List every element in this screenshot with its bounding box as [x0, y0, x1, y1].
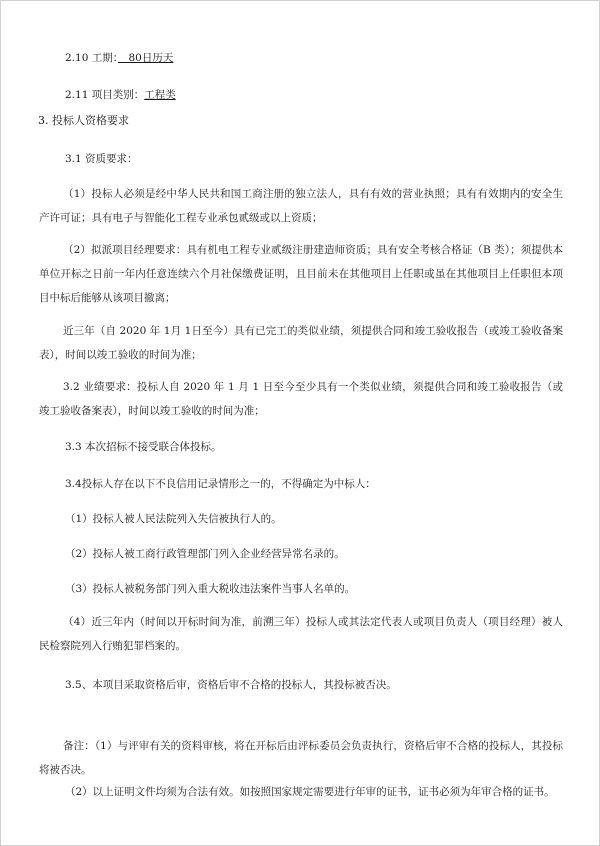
qualification-item-1: （1）投标人必须是经中华人民共和国工商注册的独立法人，具有有效的营业执照；具有有效期内的安全生产许可证；具有电子与智能化工程专业承包贰级或以上资质；	[39, 188, 563, 224]
qualification-title: 3.1 资质要求：	[65, 153, 138, 165]
qualification-item-2: （2）拟派项目经理要求：具有机电工程专业贰级注册建造师资质；具有安全考核合格证（B 类）；须提供本单位开标之日前一年内任意连续六个月社保缴费证明，且目前未在其他项目上任职或虽在其他项目上任职但本项目中标后能够从该项目撤离；	[39, 244, 563, 304]
credit-record-item-1: （1）投标人被人民法院列入失信被执行人的。	[65, 513, 282, 525]
note-1: 备注：（1）与评审有关的资料审核，将在开标后由评标委员会负责执行，资格后审不合格的投标人，其投标将被否决。	[39, 740, 563, 776]
post-qualification-review: 3.5、本项目采取资格后审，资格后审不合格的投标人，其投标被否决。	[65, 679, 397, 691]
credit-record-item-3: （3）投标人被税务部门列入重大税收违法案件当事人名单的。	[65, 583, 356, 595]
project-type-value: 工程类	[144, 89, 176, 101]
note-2: （2）以上证明文件均须为合法有效。如按照国家规定需要进行年审的证书，证书必须为年审合格的证书。	[65, 786, 555, 798]
project-type-label: 2.11 项目类别：	[65, 89, 145, 101]
no-consortium-notice: 3.3 本次招标不接受联合体投标。	[65, 441, 222, 453]
credit-record-title: 3.4投标人存在以下不良信用记录情形之一的，不得确定为中标人：	[65, 478, 376, 490]
qualification-item-3: 近三年（自 2020 年 1月 1日至今）具有已完工的类似业绩，须提供合同和竣工验收报告（或竣工验收备案表），时间以竣工验收的时间为准；	[39, 325, 563, 361]
duration-value: 80日历天	[117, 52, 174, 64]
duration-line	[65, 51, 173, 65]
performance-requirement: 3.2 业绩要求：投标人自 2020 年 1 月 1 日至今至少具有一个类似业绩，须提供合同和竣工验收报告（或竣工验收备案表），时间以竣工验收的时间为准；	[39, 381, 563, 417]
section3-title: 3. 投标人资格要求	[38, 114, 129, 127]
credit-record-item-4: （4）近三年内（时间以开标时间为准，前溯三年）投标人或其法定代表人或项目负责人（项目经理）被人民检察院列入行贿犯罪档案的。	[39, 616, 563, 652]
credit-record-item-2: （2）投标人被工商行政管理部门列入企业经营异常名录的。	[65, 548, 345, 560]
duration-label: 2.10 工期：	[65, 52, 118, 64]
project-type-line	[65, 88, 176, 102]
